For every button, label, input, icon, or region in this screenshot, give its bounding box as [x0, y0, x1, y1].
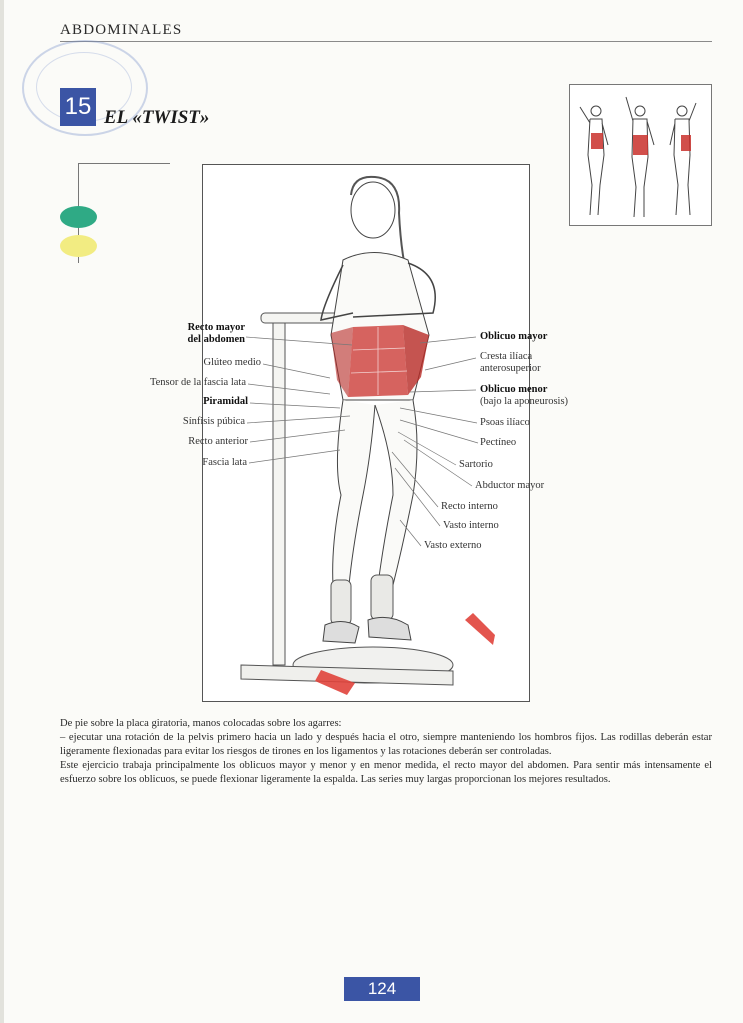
label-vasto-interno: Vasto interno	[443, 520, 499, 531]
label-cresta-iliaca-2: anterosuperior	[480, 363, 541, 374]
label-recto-mayor-2: del abdomen	[187, 334, 245, 345]
label-fascia-lata: Fascia lata	[202, 457, 247, 468]
label-abductor-mayor: Abductor mayor	[475, 480, 545, 491]
label-sartorio: Sartorio	[459, 459, 493, 470]
label-oblicuo-menor: Oblicuo menor	[480, 384, 548, 395]
label-recto-interno: Recto interno	[441, 501, 498, 512]
label-recto-mayor-1: Recto mayor	[187, 322, 245, 333]
label-recto-anterior: Recto anterior	[188, 436, 248, 447]
label-bajo-aponeurosis: (bajo la aponeurosis)	[480, 396, 569, 407]
label-sinfisis-pubica: Sínfisis púbica	[182, 416, 245, 427]
exercise-number-badge: 15	[60, 88, 96, 126]
label-tensor-fascia-lata: Tensor de la fascia lata	[149, 377, 246, 388]
label-vasto-externo: Vasto externo	[424, 540, 482, 551]
label-oblicuo-mayor: Oblicuo mayor	[480, 331, 548, 342]
page-number: 124	[344, 977, 420, 1001]
label-piramidal: Piramidal	[203, 396, 248, 407]
section-header: ABDOMINALES	[60, 22, 183, 38]
label-gluteo-medio: Glúteo medio	[203, 357, 261, 368]
description-intro: De pie sobre la placa giratoria, manos colocadas sobre los agarres:	[60, 718, 342, 729]
label-pectineo: Pectíneo	[480, 437, 517, 448]
description-instructions: – ejecutar una rotación de la pelvis primero hacia un lado y después hacia el otro, siempre manteniendo los hombros fijos. Las rodillas deberán estar ligeramente flexionadas para evitar los riesgos de tirones en los ligamentos y las rotaciones deberán ser controladas.	[60, 732, 712, 757]
exercise-description	[60, 717, 712, 787]
exercise-title: EL «TWIST»	[104, 107, 210, 128]
label-cresta-iliaca-1: Cresta ilíaca	[480, 351, 533, 362]
label-psoas-iliaco: Psoas ilíaco	[480, 417, 530, 428]
description-muscles: Este ejercicio trabaja principalmente los oblicuos mayor y menor y en menor medida, el recto mayor del abdomen. Para sentir más intensamente el esfuerzo sobre los oblicuos, se puede flexionar ligeramente la espalda. Las series muy largas proporcionan los mejores resultados.	[60, 760, 712, 785]
